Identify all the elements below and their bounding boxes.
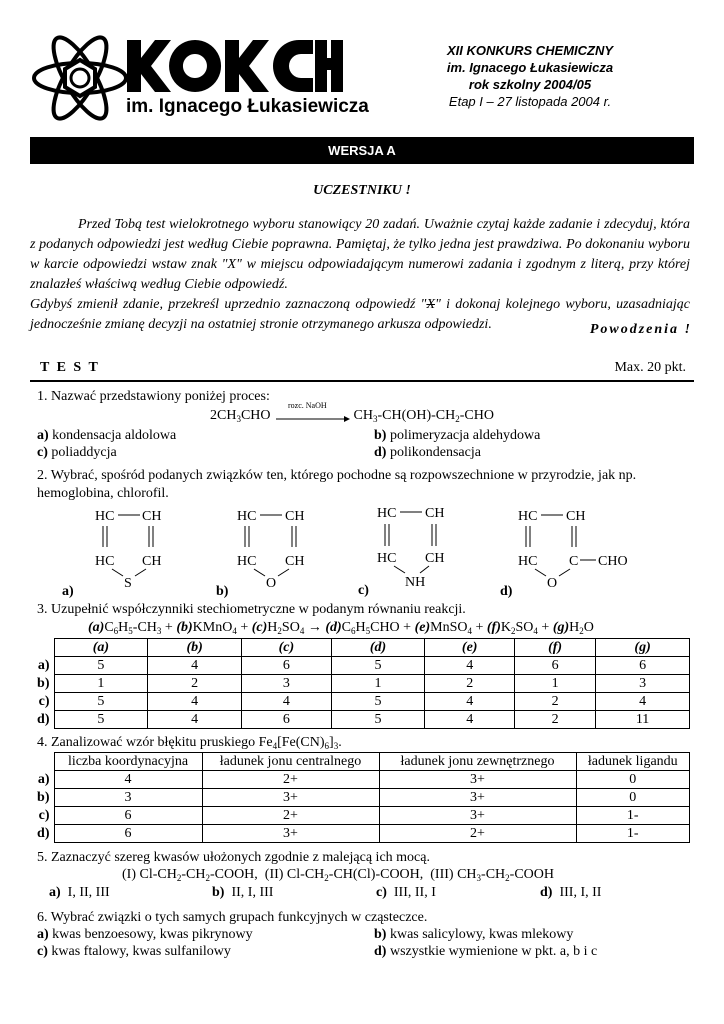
table-cell: 6 — [514, 657, 595, 675]
q3-col-header: (a) — [54, 639, 148, 657]
option-text: poliaddycja — [51, 445, 117, 460]
logo — [30, 30, 369, 126]
q1-reactant: 2CH — [210, 408, 237, 423]
q3-table — [30, 638, 690, 729]
table-cell: 3 — [54, 789, 202, 807]
q6-option-a[interactable] — [37, 927, 253, 943]
q3-col-header: (b) — [148, 639, 242, 657]
empty-cell — [30, 753, 54, 771]
option-letter: b) — [216, 584, 229, 598]
option-letter: b) — [37, 789, 50, 805]
option-text: I, II, III — [67, 885, 110, 900]
option-text: kwas ftalowy, kwas sulfanilowy — [51, 944, 231, 959]
mol-hc: HC — [95, 554, 115, 569]
option-text: kwas salicylowy, kwas mlekowy — [389, 927, 574, 942]
q3-text: 3. Uzupełnić współczynniki stechiometryczne w podanym równaniu reakcji. — [37, 602, 466, 617]
q3-option-a[interactable] — [30, 657, 690, 675]
option-letter: d) — [374, 445, 387, 460]
table-cell: 4 — [54, 771, 202, 789]
crossed-x: X — [426, 297, 435, 312]
q1-text: 1. Nazwać przedstawiony poniżej proces: — [37, 389, 270, 404]
furfural-structure — [480, 503, 660, 598]
table-cell: 2 — [148, 675, 242, 693]
table-cell: 6 — [596, 657, 690, 675]
q3-option-b[interactable] — [30, 675, 690, 693]
atom-benzene-icon — [30, 30, 130, 126]
q4-header-row — [30, 753, 690, 771]
mol-heteroatom: S — [124, 576, 132, 591]
table-cell: 3+ — [202, 789, 379, 807]
q4-col-header: ładunek jonu zewnętrznego — [379, 753, 576, 771]
q5-option-a[interactable] — [49, 885, 110, 901]
mol-heteroatom: NH — [405, 575, 426, 590]
table-cell: 3+ — [379, 807, 576, 825]
option-letter: d) — [37, 825, 50, 841]
option-text: kondensacja aldolowa — [52, 428, 177, 443]
option-text: III, I, II — [559, 885, 602, 900]
q4-option-c[interactable] — [30, 807, 690, 825]
q3-col-header: (e) — [425, 639, 515, 657]
option-letter: a) — [37, 927, 49, 942]
mol-hc: HC — [518, 554, 538, 569]
instructions — [30, 215, 690, 335]
table-cell: 0 — [576, 771, 690, 789]
table-cell: 4 — [242, 693, 332, 711]
option-letter: a) — [37, 428, 49, 443]
mol-heteroatom: O — [266, 576, 277, 591]
table-cell: 2+ — [379, 825, 576, 843]
mol-hc: HC — [518, 509, 538, 524]
mol-hc: HC — [237, 554, 257, 569]
q1-option-d[interactable] — [374, 445, 481, 461]
mol-ch: CH — [425, 551, 445, 566]
participant-heading: UCZESTNIKU ! — [313, 183, 411, 198]
q4-option-d[interactable] — [30, 825, 690, 843]
q3-option-d[interactable] — [30, 711, 690, 729]
mol-c: C — [569, 554, 579, 569]
table-cell: 1 — [54, 675, 148, 693]
good-luck: Powodzenia ! — [589, 322, 692, 337]
empty-cell — [30, 639, 54, 657]
table-cell: 3+ — [379, 771, 576, 789]
table-cell: 6 — [54, 825, 202, 843]
option-letter: b) — [374, 927, 387, 942]
table-cell: 5 — [54, 693, 148, 711]
table-cell: 4 — [425, 711, 515, 729]
table-cell: 6 — [242, 711, 332, 729]
mol-hc: HC — [377, 506, 397, 521]
q4-table — [30, 752, 690, 843]
q2-line1: 2. Wybrać, spośród podanych związków ten, którego pochodne są rozpowszechnione w przyrodzie, jak np. — [37, 468, 637, 483]
q6-option-b[interactable] — [374, 927, 573, 943]
option-letter: d) — [37, 711, 50, 727]
table-cell: 4 — [148, 693, 242, 711]
q2-option-a[interactable] — [60, 503, 180, 598]
table-cell: 4 — [425, 657, 515, 675]
furan-structure — [200, 503, 330, 598]
table-cell: 2 — [514, 693, 595, 711]
q6-text: 6. Wybrać związki o tych samych grupach funkcyjnych w cząsteczce. — [37, 910, 428, 925]
mol-hc: HC — [95, 509, 115, 524]
option-text: wszystkie wymienione w pkt. a, b i c — [389, 944, 598, 959]
thiophene-structure — [60, 503, 180, 598]
q1-option-c[interactable] — [37, 445, 117, 461]
table-cell: 4 — [596, 693, 690, 711]
option-letter: b) — [212, 885, 225, 900]
q3-option-c[interactable] — [30, 693, 690, 711]
option-letter: a) — [49, 885, 61, 900]
table-cell: 0 — [576, 789, 690, 807]
option-text: kwas benzoesowy, kwas pikrynowy — [52, 927, 253, 942]
q1-product: CH — [353, 408, 373, 423]
table-cell: 3+ — [379, 789, 576, 807]
logo-subtitle: im. Ignacego Łukasiewicza — [126, 96, 369, 117]
table-cell: 1 — [331, 675, 425, 693]
table-cell: 5 — [331, 711, 425, 729]
q5-option-d[interactable] — [540, 885, 601, 901]
table-cell: 2 — [514, 711, 595, 729]
table-cell: 5 — [54, 711, 148, 729]
option-letter: c) — [38, 807, 50, 823]
q3-col-header: (f) — [514, 639, 595, 657]
pyrrole-structure — [340, 497, 470, 598]
q3-header-row — [30, 639, 690, 657]
option-letter: b) — [37, 675, 50, 691]
table-cell: 6 — [54, 807, 202, 825]
option-letter: b) — [374, 428, 387, 443]
table-cell: 1- — [576, 807, 690, 825]
q3-col-header: (c) — [242, 639, 332, 657]
test-label: T E S T — [40, 360, 100, 375]
q4-text: 4. Zanalizować wzór błękitu pruskiego $Fe_4[Fe(CN)_6]_3$. — [37, 735, 342, 751]
option-letter: d) — [374, 944, 387, 959]
instructions-p2-start: Gdybyś zmienił zdanie, przekreśl uprzednio zaznaczoną odpowiedź " — [30, 297, 427, 312]
q1-product-end: -CHO — [459, 408, 494, 423]
q5-option-b[interactable] — [212, 885, 273, 901]
table-cell: 6 — [242, 657, 332, 675]
q1-product-mid: -CH(OH)-CH — [377, 408, 456, 423]
option-letter: a) — [37, 657, 50, 673]
q4-col-header: ładunek jonu centralnego — [202, 753, 379, 771]
kokch-wordmark — [125, 36, 345, 96]
contest-patron: im. Ignacego Łukasiewicza — [446, 60, 614, 75]
mol-aldehyde: CHO — [598, 554, 628, 569]
table-cell: 5 — [331, 657, 425, 675]
table-cell: 4 — [148, 711, 242, 729]
mol-ch: CH — [566, 509, 586, 524]
q3-equation: $(a)C_6H_5-CH_3$ + (b)KMnO$_4$ + $(c)H_2SO_4 \to (d)C_6H_5CHO$ + (e)MnSO$_4$ + $(f)K_2SO_4 + (g)H_2O$ — [88, 620, 594, 636]
q4-text-start: 4. Zanalizować wzór błękitu pruskiego Fe — [37, 735, 273, 750]
table-cell: 4 — [148, 657, 242, 675]
table-cell: 5 — [331, 693, 425, 711]
q2-option-c[interactable] — [340, 497, 470, 598]
table-cell: 11 — [596, 711, 690, 729]
mol-ch: CH — [285, 554, 305, 569]
option-letter: d) — [500, 584, 513, 598]
mol-hc: HC — [237, 509, 257, 524]
option-letter: c) — [37, 944, 48, 959]
q4-col-header: liczba koordynacyjna — [54, 753, 202, 771]
table-cell: 2+ — [202, 807, 379, 825]
table-cell: 2+ — [202, 771, 379, 789]
q2-line2: hemoglobina, chlorofil. — [37, 486, 169, 501]
table-cell: 3 — [242, 675, 332, 693]
q1-reactant-end: CHO — [240, 408, 271, 423]
option-letter: c) — [38, 693, 50, 709]
q5-acids: (I) $Cl-CH_2-CH_2$-COOH, (II) $Cl-CH_2-CH(Cl)$-COOH, (III) $CH_3-CH_2$-COOH — [122, 867, 555, 883]
instructions-p2-end: " i dokonaj kolejnego wyboru, uzasadniając jednocześnie zmianę decyzji na ostatniej stronie otrzymanego arkusza odpowiedzi. — [30, 297, 690, 332]
reaction-arrow — [274, 400, 350, 423]
q1-option-b[interactable] — [374, 428, 540, 444]
q4-option-a[interactable] — [30, 771, 690, 789]
q3-col-header: (d) — [331, 639, 425, 657]
table-cell: 1- — [576, 825, 690, 843]
test-header — [30, 360, 694, 382]
option-letter: c) — [358, 583, 369, 598]
q4-option-b[interactable] — [30, 789, 690, 807]
option-letter: c) — [376, 885, 387, 900]
mol-ch: CH — [142, 554, 162, 569]
table-cell: 3 — [596, 675, 690, 693]
option-text: III, II, I — [393, 885, 436, 900]
table-cell: 5 — [54, 657, 148, 675]
table-cell: 4 — [425, 693, 515, 711]
q6-option-d[interactable] — [374, 944, 597, 960]
option-letter: c) — [37, 445, 48, 460]
mol-ch: CH — [285, 509, 305, 524]
table-cell: 3+ — [202, 825, 379, 843]
option-text: II, I, III — [231, 885, 274, 900]
table-cell: 2 — [425, 675, 515, 693]
contest-title: XII KONKURS CHEMICZNY — [446, 43, 614, 58]
q2-option-b[interactable] — [200, 503, 330, 598]
school-year: rok szkolny 2004/05 — [468, 77, 592, 92]
q6-option-c[interactable] — [37, 944, 231, 960]
q1-option-a[interactable] — [37, 428, 176, 444]
q5-text: 5. Zaznaczyć szereg kwasów ułożonych zgodnie z malejącą ich mocą. — [37, 850, 430, 865]
instructions-p1: Przed Tobą test wielokrotnego wyboru stanowiący 20 zadań. Uważnie czytaj każde zadanie i zdecyduj, która z podanych odpowiedzi jest według Ciebie poprawna. Pamiętaj, że tylko jedna jest prawdziwa. Po dokonaniu wyboru w karcie odpowiedzi wstaw znak "X" w miejscu odpowiadającym numerowi zadania i zgodnym z literą, przy której znalazłeś właściwą według Ciebie odpowiedź. — [30, 217, 690, 292]
stage-date: Etap I – 27 listopada 2004 r. — [448, 94, 612, 109]
contest-info — [400, 42, 660, 110]
mol-hc: HC — [377, 551, 397, 566]
q2-option-d[interactable] — [480, 503, 660, 598]
option-letter: a) — [37, 771, 50, 787]
option-letter: a) — [62, 584, 74, 598]
option-text: polikondensacja — [389, 445, 481, 460]
option-text: polimeryzacja aldehydowa — [389, 428, 541, 443]
q1-condition: rozc. NaOH — [288, 400, 327, 410]
q4-col-header: ładunek ligandu — [576, 753, 690, 771]
mol-heteroatom: O — [547, 576, 558, 591]
mol-ch: CH — [425, 506, 445, 521]
option-letter: d) — [540, 885, 553, 900]
version-banner: WERSJA A — [30, 137, 694, 164]
q5-option-c[interactable] — [376, 885, 436, 901]
q1-reaction: $2CH_3CHO$ rozc. NaOH $CH_3-CH(OH)-CH_2$-CHO — [210, 400, 494, 424]
q3-col-header: (g) — [596, 639, 690, 657]
table-cell: 1 — [514, 675, 595, 693]
max-points: Max. 20 pkt. — [614, 360, 686, 375]
mol-ch: CH — [142, 509, 162, 524]
